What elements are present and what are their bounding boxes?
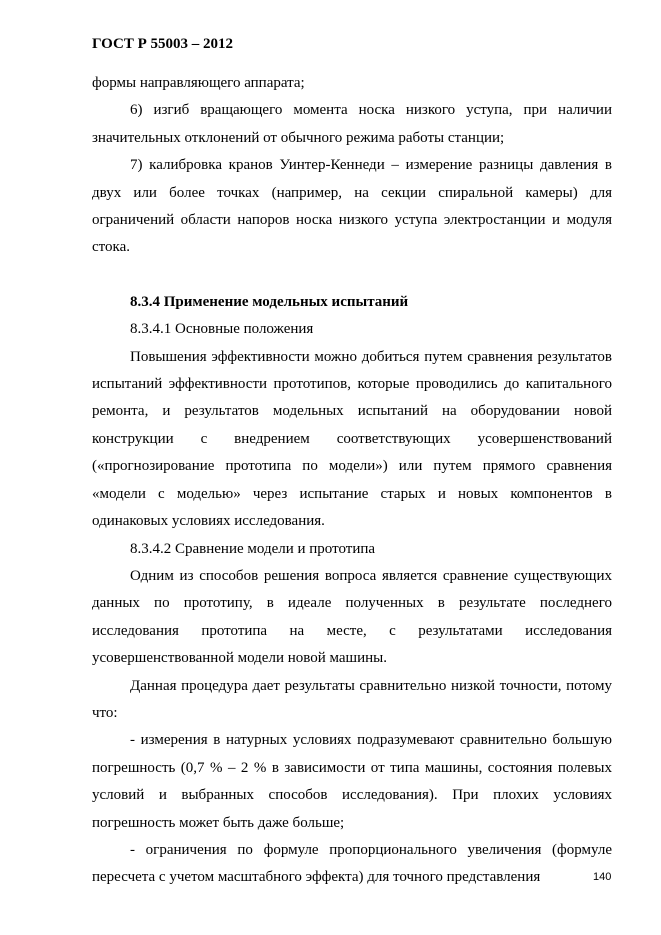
standard-header: ГОСТ Р 55003 – 2012	[92, 36, 234, 52]
bullet-measurements: - измерения в натурных условиях подразумевают сравнительно большую погрешность (0,7 % – 2 % в зависимости от типа машины, состояния полевых условий и выбранных способов исследования). При плохих условиях погрешность может быть даже больше;	[92, 732, 612, 831]
paragraph-continuation: формы направляющего аппарата;	[92, 75, 305, 91]
paragraph-comparison: Одним из способов решения вопроса является сравнение существующих данных по прототипу, в идеале полученных в результате последнего исследования прототипа на месте, с результатами исследования усовершенствованной модели новой машины.	[92, 567, 612, 667]
subsection-heading-8-3-4-1: 8.3.4.1 Основные положения	[130, 321, 314, 338]
page-number: 140	[593, 871, 612, 883]
bullet-limitations: - ограничения по формуле пропорционального увеличения (формуле пересчета с учетом масштабного эффекта) для точного представления	[92, 841, 612, 886]
list-item-7: 7) калибровка кранов Уинтер-Кеннеди – измерение разницы давления в двух или более точках (например, на секции спиральной камеры) для ограничений области напоров носка низкого уступа электростанции и модуля стока.	[92, 157, 612, 256]
section-heading-8-3-4: 8.3.4 Применение модельных испытаний	[130, 293, 409, 310]
paragraph-procedure: Данная процедура дает результаты сравнительно низкой точности, потому что:	[92, 677, 612, 721]
list-item-6: 6) изгиб вращающего момента носка низкого уступа, при наличии значительных отклонений от обычного режима работы станции;	[92, 102, 612, 146]
document-body	[92, 70, 612, 892]
subsection-heading-8-3-4-2: 8.3.4.2 Сравнение модели и прототипа	[130, 540, 376, 557]
paragraph-efficiency: Повышения эффективности можно добиться путем сравнения результатов испытаний эффективности прототипов, которые проводились до капитального ремонта, и результатов модельных испытаний на оборудовании новой конструкции с внедрением соответствующих усовершенствований («прогнозирование прототипа по модели») или путем прямого сравнения «модели с моделью» через испытание старых и новых компонентов в одинаковых условиях исследования.	[92, 348, 612, 530]
